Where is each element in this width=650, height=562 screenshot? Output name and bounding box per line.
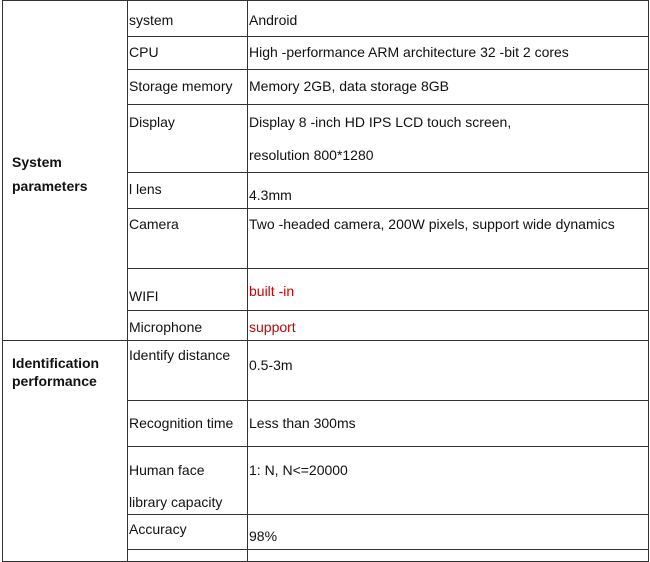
- section-title-identification: [3, 341, 128, 562]
- param-label: Identify distance: [129, 347, 231, 363]
- section-title-line: performance: [12, 373, 97, 389]
- value-text: Display 8 -inch HD IPS LCD touch screen,: [249, 114, 512, 130]
- param-label: Recognition time: [129, 415, 234, 431]
- param-label: Accuracy: [129, 521, 187, 537]
- param-cell: [128, 447, 248, 515]
- value-cell: [248, 341, 649, 401]
- value-cell: [248, 1, 649, 37]
- value-cell: [248, 401, 649, 447]
- param-cell: [128, 515, 248, 550]
- param-cell: [128, 105, 248, 173]
- param-cell: [128, 311, 248, 341]
- param-label: Camera: [129, 216, 179, 232]
- section-title-system: [3, 1, 128, 341]
- value-text: Two -headed camera, 200W pixels, support wide dynamics: [249, 216, 615, 232]
- value-text-highlight: support: [249, 319, 296, 335]
- value-text: High -performance ARM architecture 32 -bit 2 cores: [249, 44, 569, 60]
- value-cell: [248, 209, 649, 269]
- section-title-line: Identification: [12, 355, 100, 371]
- param-cell: [128, 550, 248, 562]
- param-cell: [128, 70, 248, 105]
- section-title-line: System: [12, 153, 62, 170]
- value-text: Android: [249, 12, 298, 28]
- value-cell: [248, 311, 649, 341]
- value-cell: [248, 515, 649, 550]
- value-text: 4.3mm: [249, 187, 292, 203]
- param-cell: [128, 37, 248, 70]
- value-text-highlight: built -in: [249, 283, 295, 299]
- value-text: resolution 800*1280: [249, 147, 374, 163]
- param-label: Human face: [129, 462, 205, 478]
- value-text: Less than 300ms: [249, 415, 356, 431]
- param-label: system: [129, 12, 174, 28]
- value-cell: [248, 70, 649, 105]
- value-cell: [248, 447, 649, 515]
- value-cell: [248, 269, 649, 311]
- param-cell: [128, 173, 248, 209]
- table-row-distance: [3, 341, 649, 401]
- param-cell: [128, 1, 248, 37]
- value-cell: [248, 173, 649, 209]
- value-text: Memory 2GB, data storage 8GB: [249, 78, 449, 94]
- param-label: WIFI: [129, 288, 159, 304]
- value-cell: [248, 550, 649, 562]
- param-cell: [128, 401, 248, 447]
- value-text: 0.5-3m: [249, 357, 293, 373]
- table-row-system: [3, 1, 649, 37]
- param-label: library capacity: [129, 494, 223, 510]
- param-label: Storage memory: [129, 78, 233, 94]
- value-text: 1: N, N<=20000: [249, 462, 348, 478]
- param-label: CPU: [129, 44, 159, 60]
- param-cell: [128, 269, 248, 311]
- spec-table: [2, 0, 649, 562]
- value-cell: [248, 105, 649, 173]
- section-title-line: parameters: [12, 177, 88, 194]
- param-cell: [128, 341, 248, 401]
- value-text: 98%: [249, 528, 278, 544]
- param-label: Display: [129, 114, 175, 130]
- param-cell: [128, 209, 248, 269]
- param-label: l lens: [129, 181, 162, 197]
- value-cell: [248, 37, 649, 70]
- param-label: Microphone: [129, 319, 203, 335]
